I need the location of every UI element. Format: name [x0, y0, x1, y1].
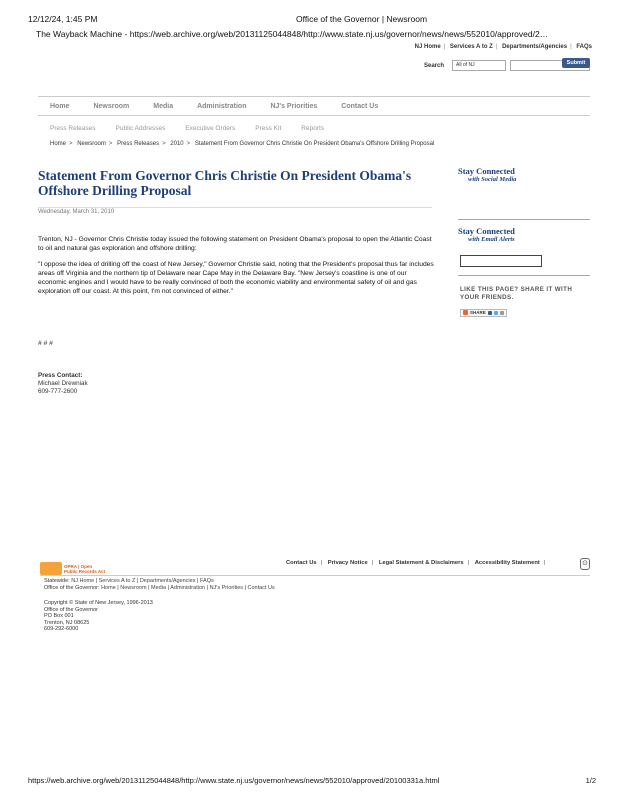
- util-link-services[interactable]: Services A to Z: [449, 44, 493, 50]
- twitter-icon: [494, 311, 498, 315]
- search-submit-button[interactable]: Submit: [562, 58, 590, 68]
- util-link-departments[interactable]: Departments/Agencies: [502, 44, 568, 50]
- footer-statewide: Statewide: NJ Home | Services A to Z | Departments/Agencies | FAQs: [44, 578, 214, 584]
- share-button[interactable]: [460, 309, 507, 317]
- accessibility-badge-icon[interactable]: ⊙: [580, 558, 590, 570]
- press-contact-phone: 609-777-2600: [38, 388, 78, 395]
- breadcrumb-current: Statement From Governor Chris Christie On President Obama's Offshore Drilling Proposal: [194, 141, 435, 147]
- footer-office-home[interactable]: Home: [101, 585, 116, 591]
- end-mark: # # #: [38, 340, 53, 347]
- footer-privacy-notice[interactable]: Privacy Notice: [327, 560, 368, 566]
- article-body: [38, 235, 434, 303]
- breadcrumb: Home > Newsroom > Press Releases > 2010 > Statement From Governor Chris Christie On President Obama's Offshore Drilling Proposal: [50, 141, 435, 147]
- footer-office-contact[interactable]: Contact Us: [247, 585, 275, 591]
- nav-media[interactable]: Media: [153, 102, 174, 110]
- statewide-label: Statewide:: [44, 578, 70, 584]
- article-paragraph: "I oppose the idea of drilling off the coast of New Jersey," Governor Christie said, noting that the President's proposal thus far includes areas off Virginia and the northern tip of Delaware near Cape May in the Delaware Bay. "New Jersey's coastline is one of our economic engines and I would have to be really convinced of both the economic viability and environmental safety of oil and gas exploration off our coast. At this point, I'm not convinced of either.": [38, 261, 434, 295]
- footer-contact-us[interactable]: Contact Us: [286, 560, 317, 566]
- main-nav: [38, 96, 590, 116]
- footer-statewide-services[interactable]: Services A to Z: [98, 578, 136, 584]
- article-paragraph: Trenton, NJ - Governor Chris Christie today issued the following statement on President Obama's proposal to open the Atlantic Coast to oil and natural gas exploration and offshore drilling:: [38, 236, 432, 252]
- social-subtitle[interactable]: with Social Media: [468, 176, 517, 183]
- sidebar-divider: [458, 219, 590, 220]
- footer-office: Office of the Governor: Home | Newsroom | Media | Administration | NJ's Priorities | Contact Us: [44, 585, 275, 591]
- nav-priorities[interactable]: NJ's Priorities: [270, 102, 318, 110]
- search-label: Search: [423, 62, 444, 69]
- copyright: Copyright © State of New Jersey, 1996-2013: [44, 600, 153, 606]
- page-title: Statement From Governor Chris Christie On President Obama's Offshore Drilling Proposal: [38, 168, 412, 198]
- opra-logo[interactable]: [40, 562, 105, 575]
- email-title: Stay Connected: [458, 226, 515, 236]
- util-link-nj-home[interactable]: NJ Home: [414, 44, 441, 50]
- footer-legal-statement[interactable]: Legal Statement & Disclaimers: [378, 560, 464, 566]
- opra-logo-line2: Public Records Act: [64, 568, 106, 574]
- print-footer: [28, 776, 596, 785]
- email-icon: [500, 311, 504, 315]
- nav-administration[interactable]: Administration: [197, 102, 247, 110]
- footer-office-priorities[interactable]: NJ's Priorities: [209, 585, 244, 591]
- footer-statewide-departments[interactable]: Departments/Agencies: [139, 578, 196, 584]
- utility-nav: NJ Home | Services A to Z | Departments/Agencies | FAQs: [414, 44, 592, 50]
- nav-contact[interactable]: Contact Us: [341, 102, 379, 110]
- press-contact-label: Press Contact:: [38, 372, 83, 379]
- subnav-reports[interactable]: Reports: [301, 125, 325, 132]
- breadcrumb-press-releases[interactable]: Press Releases: [117, 141, 160, 147]
- print-page-title: Office of the Governor | Newsroom: [296, 14, 428, 24]
- social-title: Stay Connected: [458, 166, 515, 176]
- email-alerts-box: [458, 226, 590, 267]
- print-datetime: 12/12/24, 1:45 PM: [28, 14, 98, 24]
- footer-office-media[interactable]: Media: [151, 585, 167, 591]
- footer-office-newsroom[interactable]: Newsroom: [120, 585, 147, 591]
- social-media-box: [458, 166, 590, 183]
- email-field[interactable]: [460, 255, 542, 267]
- office-label: Office of the Governor:: [44, 585, 100, 591]
- footer-address: [44, 600, 153, 633]
- subnav-executive-orders[interactable]: Executive Orders: [185, 125, 236, 132]
- footer-statewide-nj-home[interactable]: NJ Home: [71, 578, 95, 584]
- subnav-public-addresses[interactable]: Public Addresses: [115, 125, 166, 132]
- opra-logo-line1: OPRA | Open: [64, 563, 93, 569]
- nav-home[interactable]: Home: [50, 102, 70, 110]
- breadcrumb-year[interactable]: 2010: [170, 141, 184, 147]
- share-prompt: LIKE THIS PAGE? SHARE IT WITH YOUR FRIENDS.: [460, 286, 573, 301]
- nav-newsroom[interactable]: Newsroom: [93, 102, 130, 110]
- address-line: PO Box 001: [44, 613, 74, 620]
- title-divider: [38, 207, 432, 208]
- address-line: 609-292-6000: [44, 626, 79, 633]
- search-bar: [424, 60, 590, 71]
- footer-statewide-faqs[interactable]: FAQs: [199, 578, 214, 584]
- footer-office-administration[interactable]: Administration: [170, 585, 206, 591]
- wayback-url-line: The Wayback Machine - https://web.archive.org/web/20131125044848/http://www.state.nj.us/governor/news/news/552010/approved/2…: [36, 29, 549, 39]
- share-box: [458, 274, 590, 320]
- press-contact-name: Michael Drewniak: [38, 380, 88, 387]
- share-label: SHARE: [470, 310, 486, 315]
- subnav-press-releases[interactable]: Press Releases: [50, 125, 96, 132]
- print-footer-url: https://web.archive.org/web/20131125044848/http://www.state.nj.us/governor/news/news/552010/approved/20100331a.html: [28, 776, 440, 785]
- opra-logo-mark: [40, 562, 62, 575]
- search-scope-select[interactable]: All of NJ: [452, 60, 506, 71]
- breadcrumb-home[interactable]: Home: [50, 141, 67, 147]
- subnav-press-kit[interactable]: Press Kit: [255, 125, 282, 132]
- share-icon: [463, 310, 468, 315]
- print-page-number: 1/2: [585, 776, 596, 785]
- press-contact: [38, 372, 88, 396]
- footer-links: Contact Us | Privacy Notice | Legal Statement & Disclaimers | Accessibility Statement |: [286, 560, 546, 566]
- address-line: Office of the Governor: [44, 606, 99, 613]
- sub-nav: [50, 125, 324, 132]
- footer-divider: [40, 575, 590, 576]
- facebook-icon: [488, 311, 492, 315]
- breadcrumb-newsroom[interactable]: Newsroom: [77, 141, 106, 147]
- util-link-faqs[interactable]: FAQs: [576, 44, 592, 50]
- address-line: Trenton, NJ 08625: [44, 619, 90, 626]
- email-subtitle: with Email Alerts: [468, 236, 515, 243]
- footer-accessibility[interactable]: Accessibility Statement: [474, 560, 540, 566]
- article-date: Wednesday, March 31, 2010: [38, 209, 115, 215]
